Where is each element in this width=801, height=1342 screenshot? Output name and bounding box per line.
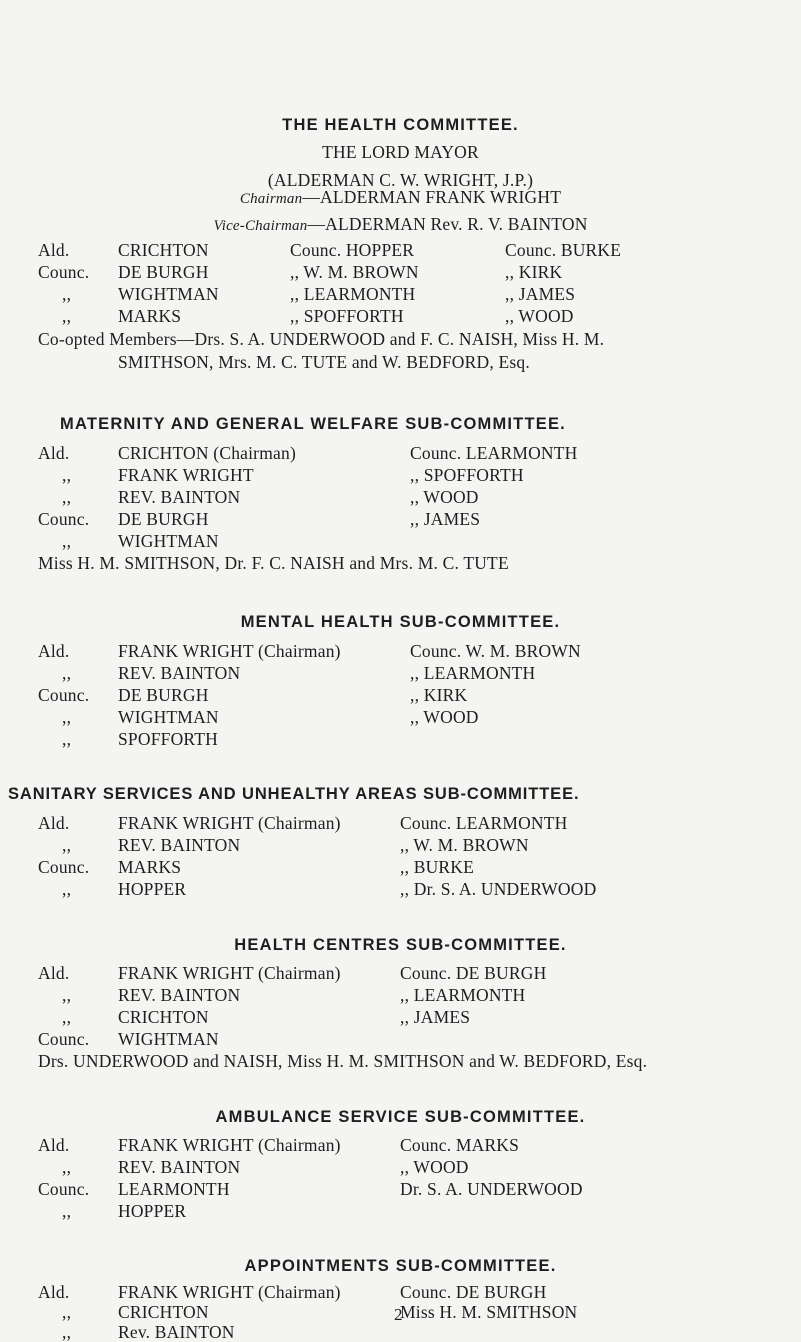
maternity-heading: MATERNITY AND GENERAL WELFARE SUB-COMMITTEE. [60, 415, 566, 433]
appointments-last-row-clip: ,, Rev. BAINTON [62, 1322, 235, 1342]
document-page: THE HEALTH COMMITTEE. THE LORD MAYOR (ALDERMAN C. W. WRIGHT, J.P.) Chairman—ALDERMAN FRANK WRIGHT Vice-Chairman—ALDERMAN Rev. R. V. BAINTON Ald. CRICHTON Counc. HOPPER Counc. BURKE Counc. DE BURGH ,, W. M. BROWN ,, KIRK ,, WIGHTMAN ,, LEARMONTH ,, JAMES ,, MARKS ,, SPOFFORTH ,, WOOD Co-opted Members—Drs. S. A. UNDERWOOD and F. C. NAISH, Miss H. M. SMITHSON, Mrs. M. C. TUTE and W. BEDFORD, Esq. MATERNITY AND GENERAL WELFARE SUB-COMMITTEE. Ald. CRICHTON (Chairman) Counc. LEARMONTH ,, FRANK WRIGHT ,, SPOFFORTH ,, REV. BAINTON ,, WOOD Counc. DE BURGH ,, JAMES ,, WIGHTMAN Miss H. M. SMITHSON, Dr. F. C. NAISH and Mrs. M. C. TUTE MENTAL HEALTH SUB-COMMITTEE. Ald. FRANK WRIGHT (Chairman) Counc. W. M. BROWN ,, REV. BAINTON ,, LEARMONTH Counc. DE BURGH ,, KIRK ,, WIGHTMAN ,, WOOD ,, SPOFFORTH SANITARY SERVICES AND UNHEALTHY AREAS SUB-COMMITTEE. Ald. FRANK WRIGHT (Chairman) Counc. LEARMONTH ,, REV. BAINTON ,, W. M. BROWN Counc. MARKS ,, BURKE ,, HOPPER ,, Dr. S. A. UNDERWOOD HEALTH CENTRES SUB-COMMITTEE. Ald. FRANK WRIGHT (Chairman) Counc. DE BURGH ,, REV. BAINTON ,, LEARMONTH ,, CRICHTON ,, JAMES Counc. WIGHTMAN Drs. UNDERWOOD and NAISH, Miss H. M. SMITHSON and W. BEDFORD, Esq. AMBULANCE SERVICE SUB-COMMITTEE. Ald. FRANK WRIGHT (Chairman) Counc. MARKS ,, REV. BAINTON ,, WOOD Counc. LEARMONTH Dr. S. A. UNDERWOOD ,, HOPPER APPOINTMENTS SUB-COMMITTEE. Ald. FRANK WRIGHT (Chairman) Counc. DE BURGH ,, CRICHTON Miss H. M. SMITHSON ,, Rev. BAINTON 2 [0, 0, 801, 1325]
vice-chairman-line [0, 214, 801, 236]
health-committee-heading: THE HEALTH COMMITTEE. [282, 116, 519, 134]
health-centres-footer: Drs. UNDERWOOD and NAISH, Miss H. M. SMITHSON and W. BEDFORD, Esq. [38, 1051, 648, 1071]
page-number: 2 [394, 1305, 403, 1324]
health-centres-heading: HEALTH CENTRES SUB-COMMITTEE. [234, 936, 567, 954]
mental-health-heading: MENTAL HEALTH SUB-COMMITTEE. [240, 613, 561, 631]
lord-mayor-title: THE LORD MAYOR [322, 142, 479, 162]
ambulance-heading: AMBULANCE SERVICE SUB-COMMITTEE. [215, 1108, 586, 1126]
chairman-name: —ALDERMAN FRANK WRIGHT [302, 187, 562, 207]
chairman-line [0, 187, 801, 209]
vice-chairman-name: —ALDERMAN Rev. R. V. BAINTON [307, 214, 588, 234]
vice-chairman-role: Vice-Chairman [213, 218, 308, 234]
appointments-heading: APPOINTMENTS SUB-COMMITTEE. [244, 1257, 557, 1275]
coopted-members-line2: SMITHSON, Mrs. M. C. TUTE and W. BEDFORD, Esq. [118, 352, 530, 372]
coopted-members-line1: Co-opted Members—Drs. S. A. UNDERWOOD and F. C. NAISH, Miss H. M. [38, 329, 605, 349]
sanitary-heading: SANITARY SERVICES AND UNHEALTHY AREAS SUB-COMMITTEE. [8, 785, 580, 803]
maternity-footer: Miss H. M. SMITHSON, Dr. F. C. NAISH and Mrs. M. C. TUTE [38, 553, 509, 573]
lord-mayor-name: (ALDERMAN C. W. WRIGHT, J.P.) [267, 170, 534, 190]
chairman-role: Chairman [239, 191, 303, 207]
